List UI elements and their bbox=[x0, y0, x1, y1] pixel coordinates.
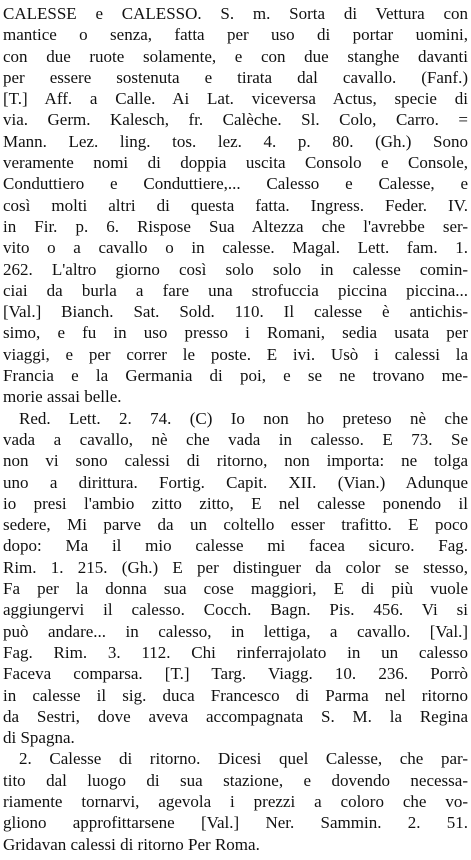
entry-line: riamente tornarvi, agevola i prezzi a coloro che vo- bbox=[3, 791, 468, 811]
entry-line: [Val.] Bianch. Sat. Sold. 110. Il calesse è antichis- bbox=[3, 302, 468, 322]
dictionary-entry bbox=[3, 3, 468, 855]
entry-line: Mann. Lez. ling. tos. lez. 4. p. 80. (Gh.) Sono bbox=[3, 131, 468, 151]
entry-line: Conduttiero e Conduttiere,... Calesso e Calesse, e bbox=[3, 174, 468, 194]
entry-line: io presi l'ambio zitto zitto, E nel calesse ponendo il bbox=[3, 493, 468, 513]
entry-line: in Fir. p. 6. Rispose Sua Altezza che l'avrebbe ser- bbox=[3, 216, 468, 236]
entry-line: non vi sono calessi di ritorno, non importa: ne tolga bbox=[3, 451, 468, 471]
entry-line: Faceva comparsa. [T.] Targ. Viagg. 10. 236. Porrò bbox=[3, 664, 468, 684]
entry-line: dopo: Ma il mio calesse mi facea sicuro. Fag. bbox=[3, 536, 468, 556]
entry-line: 262. L'altro giorno così solo solo in calesse comin- bbox=[3, 259, 468, 279]
entry-line: mantice o senza, fatta per uso di portar uomini, bbox=[3, 25, 468, 45]
entry-line: veramente nomi di doppia uscita Consolo e Console, bbox=[3, 153, 468, 173]
entry-line: Francia e la Germania di poi, e se ne trovano me- bbox=[3, 366, 468, 386]
entry-line: Rim. 1. 215. (Gh.) E per distinguer da color se stesso, bbox=[3, 557, 468, 577]
entry-line: viaggi, e per correr le poste. E ivi. Usò i calessi la bbox=[3, 344, 468, 364]
entry-line: uno a dirittura. Fortig. Capit. XII. (Vian.) Adunque bbox=[3, 472, 468, 492]
entry-line: da Sestri, dove aveva accompagnata S. M. la Regina bbox=[3, 706, 468, 726]
entry-line: aggiungervi il calesso. Cocch. Bagn. Pis. 456. Vi si bbox=[3, 600, 468, 620]
entry-line: per essere sostenuta e tirata dal cavallo. (Fanf.) bbox=[3, 67, 468, 87]
entry-line: gliono approfittarsene [Val.] Ner. Sammin. 2. 51. bbox=[3, 813, 468, 833]
entry-line: via. Germ. Kalesch, fr. Calèche. Sl. Colo, Carro. = bbox=[3, 110, 468, 130]
entry-line: [T.] Aff. a Calle. Ai Lat. viceversa Actus, specie di bbox=[3, 89, 468, 109]
entry-line: vito o a cavallo o in calesse. Magal. Lett. fam. 1. bbox=[3, 238, 468, 258]
entry-line: vada a cavallo, nè che vada in calesso. E 73. Se bbox=[3, 429, 468, 449]
entry-line: ciai da burla a fare una strofuccia piccina piccina... bbox=[3, 280, 468, 300]
entry-line: in calesse il sig. duca Francesco di Parma nel ritorno bbox=[3, 685, 468, 705]
entry-line: Gridavan calessi di ritorno Per Roma. bbox=[3, 834, 260, 854]
entry-line: così molti altri di questa fatta. Ingress. Feder. IV. bbox=[3, 195, 468, 215]
entry-line: Fag. Rim. 3. 112. Chi rinferrajolato in un calesso bbox=[3, 642, 468, 662]
entry-line: Red. Lett. 2. 74. (C) Io non ho preteso nè che bbox=[19, 408, 468, 428]
entry-line: simo, e fu in uso presso i Romani, sedia usata per bbox=[3, 323, 468, 343]
entry-line: con due ruote solamente, e con due stanghe davanti bbox=[3, 46, 468, 66]
entry-line: tito dal luogo di sua stazione, e dovendo necessa- bbox=[3, 770, 468, 790]
entry-headword-line: CALESSE e CALESSO. S. m. Sorta di Vettura con bbox=[3, 4, 468, 23]
entry-line: può andare... in calesso, in lettiga, a cavallo. [Val.] bbox=[3, 621, 468, 641]
entry-line: di Spagna. bbox=[3, 728, 75, 748]
entry-line: Fa per la donna sua cose maggiori, E di più vuole bbox=[3, 579, 468, 599]
entry-line: sedere, Mi parve da un coltello esser trafitto. E poco bbox=[3, 515, 468, 535]
subsense-line: 2. Calesse di ritorno. Dicesi quel Calesse, che par- bbox=[19, 749, 468, 769]
entry-line: morie assai belle. bbox=[3, 387, 122, 407]
